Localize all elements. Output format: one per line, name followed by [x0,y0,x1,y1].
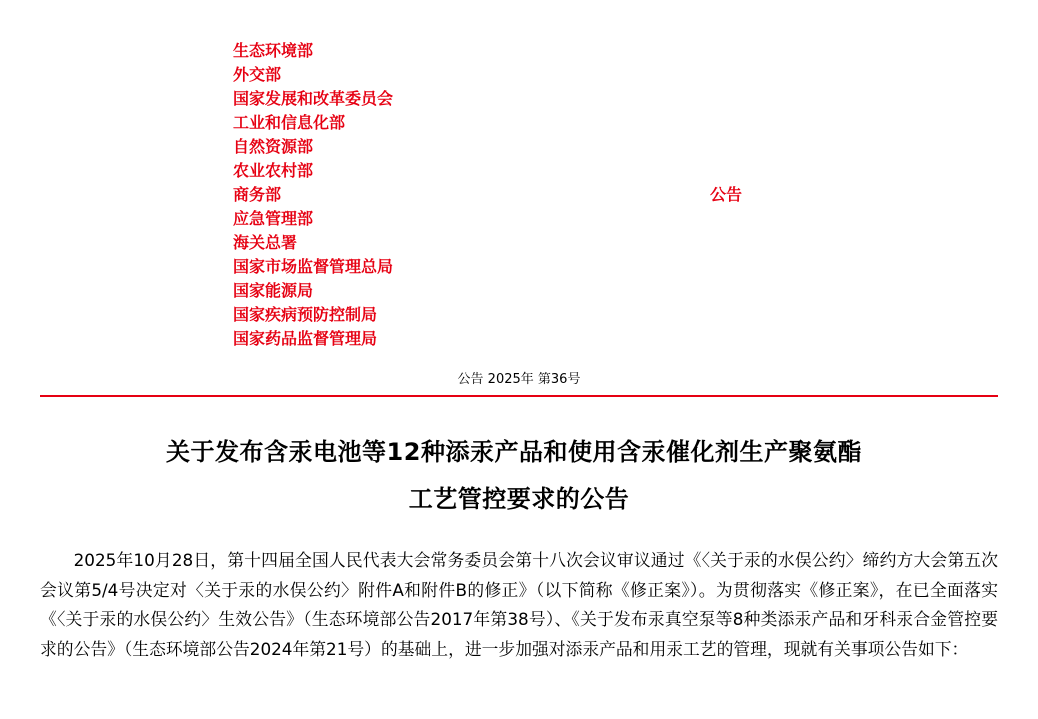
document-number: 公告 2025年 第36号 [457,372,581,387]
issuing-agency: 生态环境部 [233,41,314,60]
issuing-agency: 国家疾病预防控制局 [233,305,378,324]
issuing-agency: 农业农村部 [233,161,314,180]
document-title-line-1: 关于发布含汞电池等12种添汞产品和使用含汞催化剂生产聚氨酯 [166,438,862,466]
issuing-agency: 国家能源局 [233,281,314,300]
issuing-agency: 商务部 [233,185,282,204]
issuing-agency: 应急管理部 [233,209,314,228]
document-type-label: 公告 [710,185,743,204]
issuing-agency: 国家市场监督管理总局 [233,257,394,276]
body-paragraph: 2025年10月28日，第十四届全国人民代表大会常务委员会第十八次会议审议通过《〈关于汞的水俣公约〉缔约方大会第五次会议第5/4号决定对〈关于汞的水俣公约〉附件A和附件B的修正》（以下简称《修正案》）。为贯彻落实《修正案》，在已全面落实《〈关于汞的水俣公约〉生效公告》（生态环境部公告2017年第38号）、《关于发布汞真空泵等8种类添汞产品和牙科汞合金管控要求的公告》（生态环境部公告2024年第21号）的基础上，进一步加强对添汞产品和用汞工艺的管理，现就有关事项公告如下： [40,550,998,659]
issuing-agency: 国家发展和改革委员会 [233,89,394,108]
issuing-agency: 海关总署 [233,233,298,252]
issuing-agency: 国家药品监督管理局 [233,329,378,348]
document-title-line-2: 工艺管控要求的公告 [408,485,630,513]
issuing-agency: 工业和信息化部 [233,113,346,132]
issuing-agency: 外交部 [233,65,282,84]
issuing-agencies-list [233,39,393,351]
red-divider-line [40,395,998,397]
issuing-agency: 自然资源部 [233,137,314,156]
